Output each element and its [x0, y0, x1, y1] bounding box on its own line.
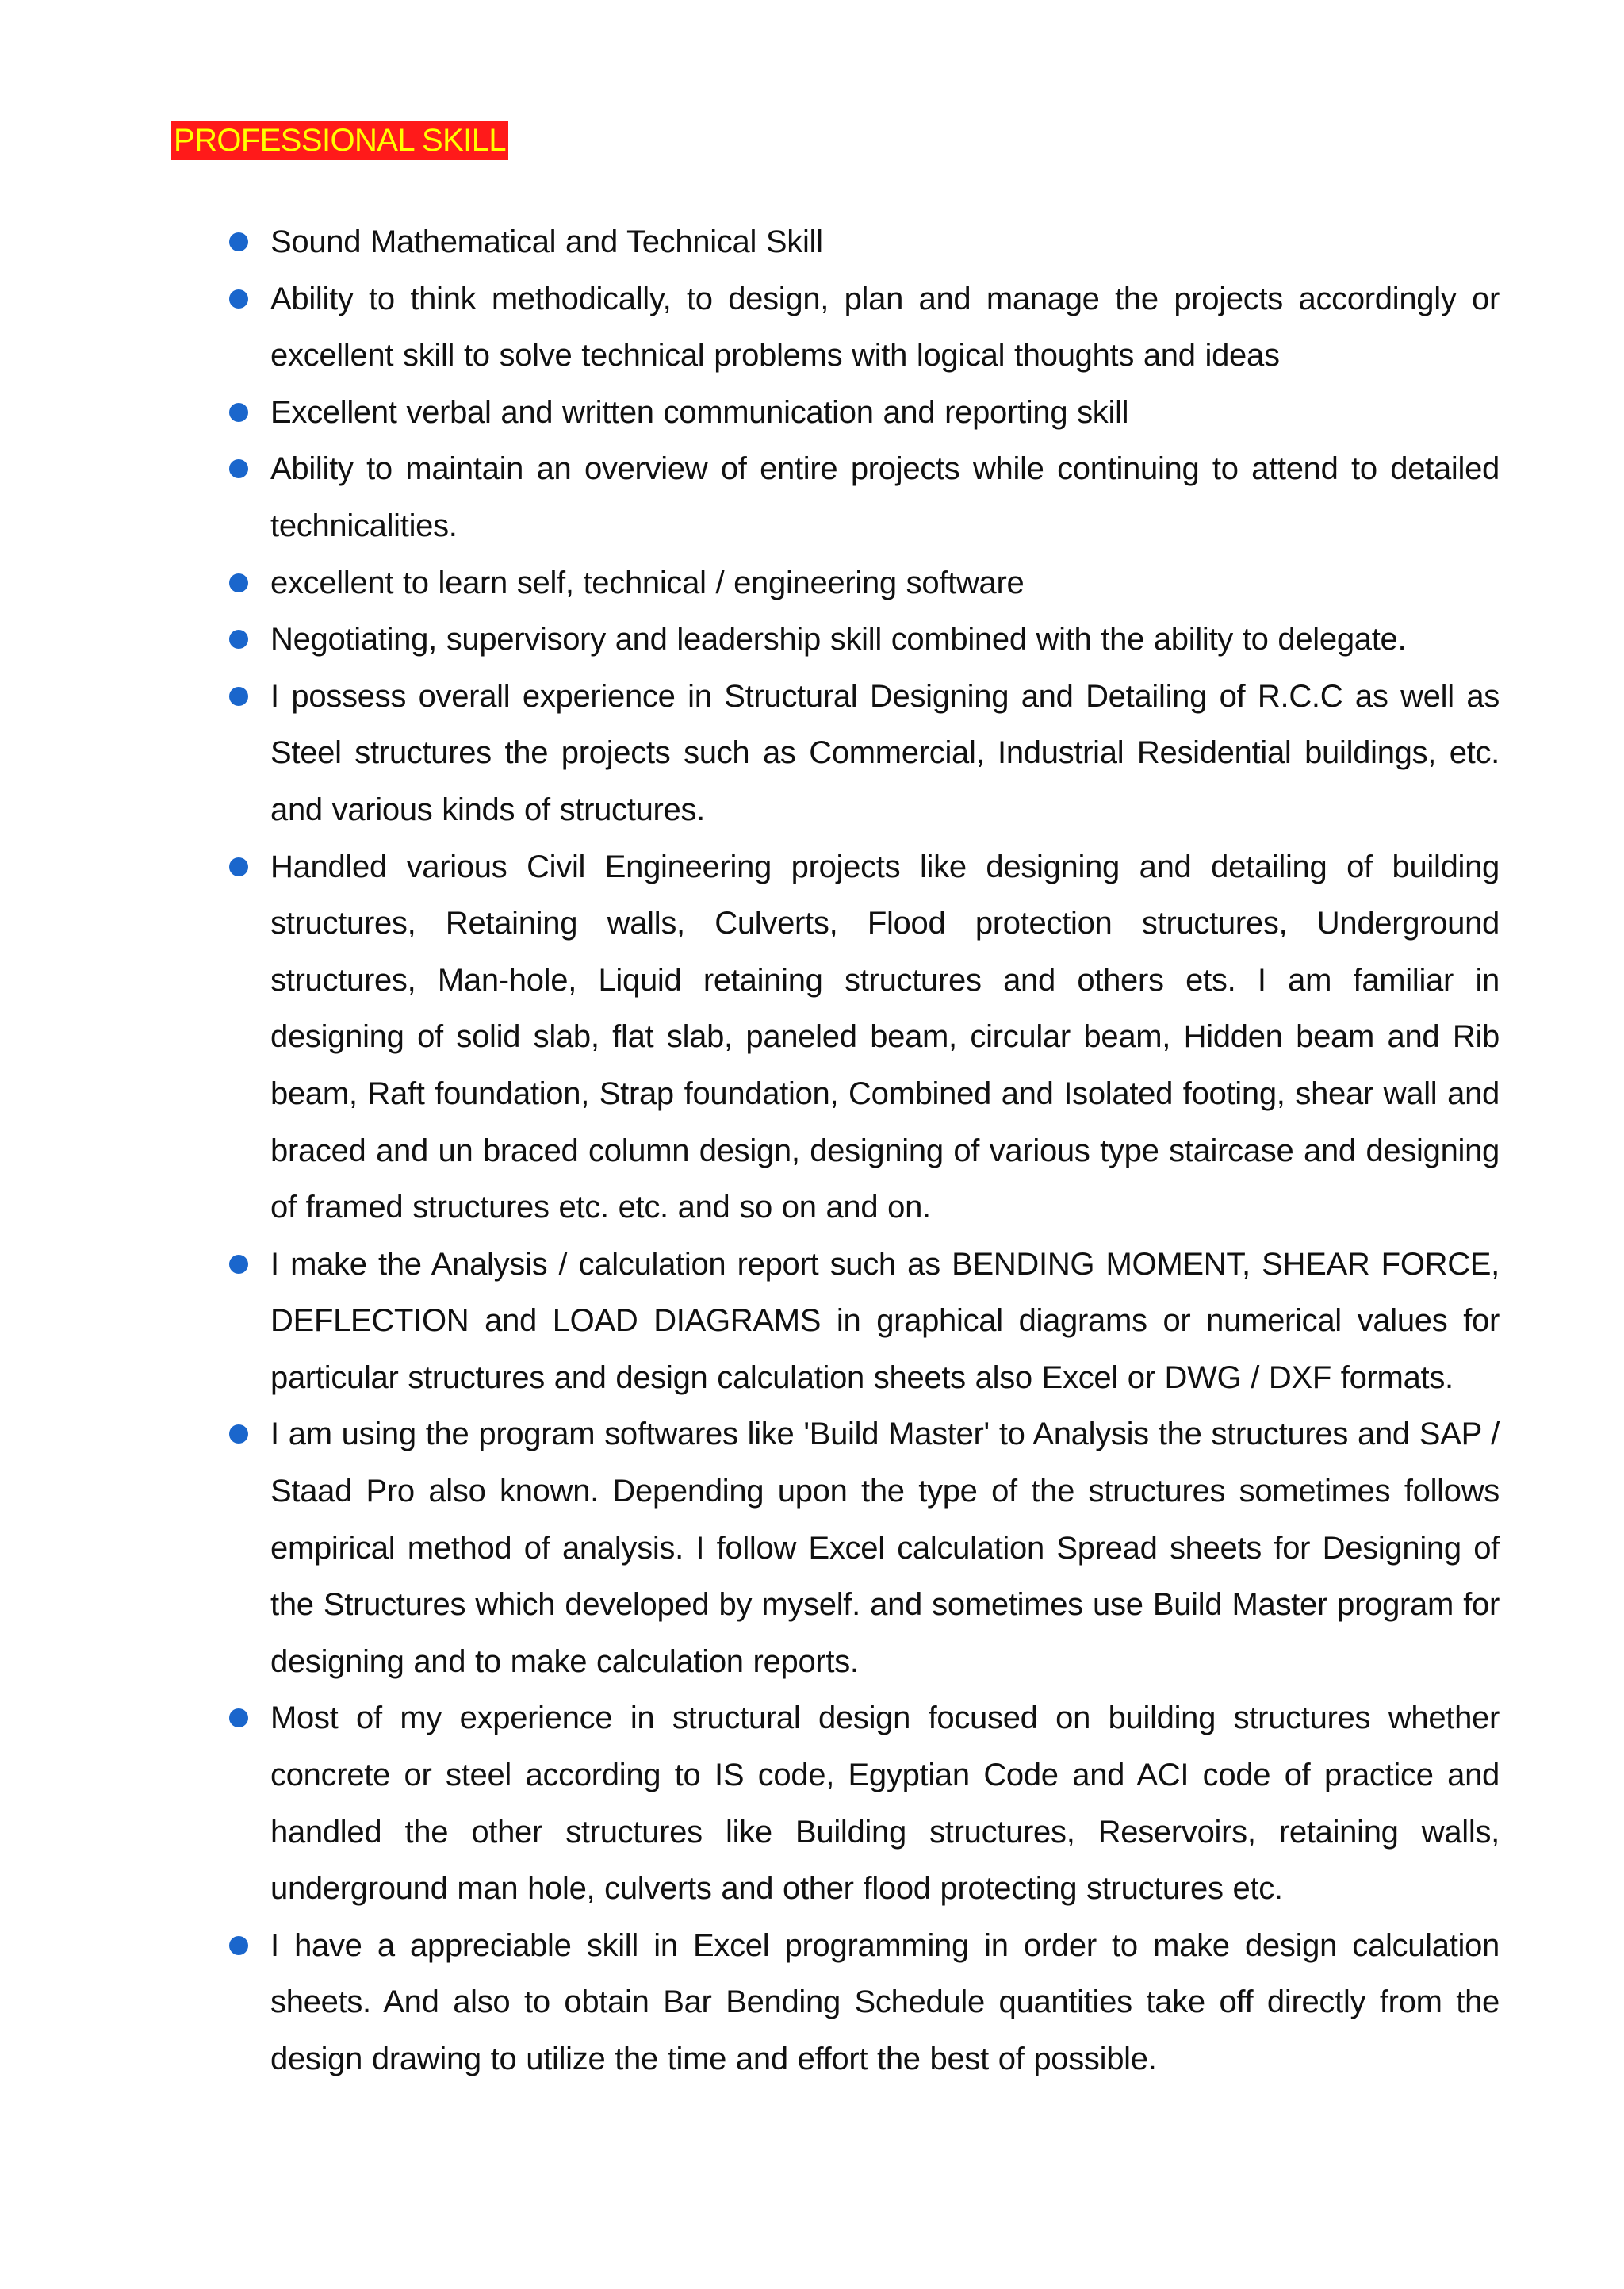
bullet-icon: [229, 403, 248, 422]
list-item: [0, 555, 1500, 612]
skill-text: excellent to learn self, technical / engineering software: [270, 565, 1025, 600]
bullet-icon: [229, 573, 248, 592]
skills-list: [0, 214, 1500, 2088]
skill-text: Handled various Civil Engineering projects like designing and detailing of building structures, Retaining walls, Culverts, Flood protection structures, Underground structures, Man-hole, Liquid retaining structures and others ets. I am familiar in designing of solid slab, flat slab, paneled beam, circular beam, Hidden beam and Rib beam, Raft foundation, Strap foundation, Combined and Isolated footing, shear wall and braced and un braced column design, designing of various type staircase and designing of framed structures etc. etc. and so on and on.: [270, 849, 1500, 1225]
skill-text: Most of my experience in structural design focused on building structures whether concrete or steel according to IS code, Egyptian Code and ACI code of practice and handled the other structures like Building structures, Reservoirs, retaining walls, underground man hole, culverts and other flood protecting structures etc.: [270, 1700, 1500, 1907]
section-heading: PROFESSIONAL SKILL: [171, 121, 508, 160]
skill-text: I possess overall experience in Structural Designing and Detailing of R.C.C as well as Steel structures the projects such as Commercial, Industrial Residential buildings, etc. and various kinds of structures.: [270, 678, 1500, 827]
bullet-icon: [229, 459, 248, 478]
bullet-icon: [229, 1424, 248, 1444]
list-item: [0, 1690, 1500, 1917]
skill-text: Ability to think methodically, to design, plan and manage the projects accordingly or excellent skill to solve technical problems with logical thoughts and ideas: [270, 281, 1500, 374]
list-item: [0, 1237, 1500, 1407]
skill-text: I am using the program softwares like 'Build Master' to Analysis the structures and SAP / Staad Pro also known. Depending upon the type of the structures sometimes follows empirical method of analysis. I follow Excel calculation Spread sheets for Designing of the Structures which developed by myself. and sometimes use Build Master program for designing and to make calculation reports.: [270, 1417, 1500, 1679]
list-item: [0, 669, 1500, 839]
skill-text: I have a appreciable skill in Excel programming in order to make design calculation sheets. And also to obtain Bar Bending Schedule quantities take off directly from the design drawing to utilize the time and effort the best of possible.: [270, 1927, 1500, 2076]
list-item: [0, 1406, 1500, 1690]
list-item: [0, 441, 1500, 554]
skill-text: Negotiating, supervisory and leadership skill combined with the ability to delegate.: [270, 622, 1407, 658]
list-item: [0, 271, 1500, 385]
bullet-icon: [229, 289, 248, 309]
list-item: [0, 839, 1500, 1237]
skill-text: Excellent verbal and written communication and reporting skill: [270, 394, 1129, 430]
bullet-icon: [229, 630, 248, 649]
list-item: [0, 1918, 1500, 2088]
bullet-icon: [229, 687, 248, 706]
skill-text: I make the Analysis / calculation report such as BENDING MOMENT, SHEAR FORCE, DEFLECTION and LOAD DIAGRAMS in graphical diagrams or numerical values for particular structures and design calculation sheets also Excel or DWG / DXF formats.: [270, 1246, 1500, 1395]
bullet-icon: [229, 1255, 248, 1274]
list-item: [0, 385, 1500, 442]
list-item: [0, 612, 1500, 669]
bullet-icon: [229, 232, 248, 251]
bullet-icon: [229, 1936, 248, 1955]
list-item: [0, 214, 1500, 271]
skill-text: Ability to maintain an overview of entire projects while continuing to attend to detailed technicalities.: [270, 451, 1500, 543]
skill-text: Sound Mathematical and Technical Skill: [270, 224, 823, 259]
bullet-icon: [229, 1708, 248, 1727]
bullet-icon: [229, 857, 248, 876]
